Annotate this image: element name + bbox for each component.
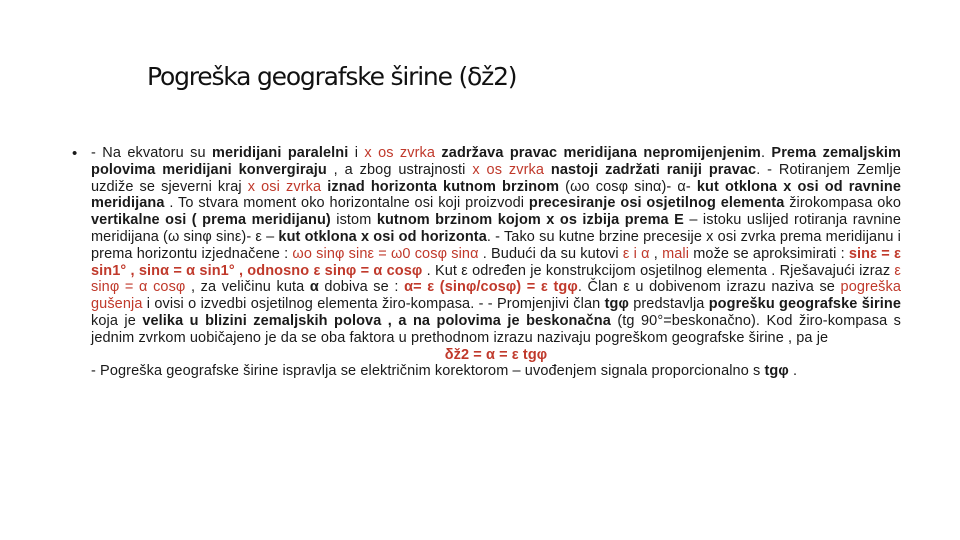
text-segment: meridijani paralelni — [211, 145, 349, 161]
text-segment: mali — [662, 245, 690, 262]
text-segment: x os zvrka — [472, 161, 545, 178]
text-segment: (tg 90°=beskonačno). Kod žiro-kompasa s jednim zvrkom uobičajeno je da se oba faktora u prethodnom izrazu nazivaju pogreškom geografske širine , pa je — [91, 312, 902, 346]
text-segment: α= ε (sinφ/cosφ) = ε tgφ — [404, 279, 578, 296]
text-segment: (ωo cosφ sinα)- α- — [559, 178, 697, 195]
text-segment: velika u blizini zemaljskih polova , a na polovima je beskonačna — [142, 312, 611, 329]
text-segment: – istoku uslijed rotiranja ravnine meridijana (ω sinφ sinε)- ε – — [91, 212, 902, 245]
text-segment: . - Rotiranjem Zemlje uzdiže se sjeverni kraj — [91, 161, 901, 195]
text-segment: vertikalne osi ( prema meridijanu) — [91, 212, 331, 229]
paragraph-last — [91, 363, 797, 379]
text-segment: sinε = ε sin1° , sinα = α sin1° , odnosno ε sinφ = α cosφ — [91, 245, 901, 279]
text-segment: koja je — [91, 312, 143, 329]
text-segment: kutnom brzinom kojom x os izbija prema E — [376, 212, 684, 229]
formula-line: δž2 = α = ε tgφ — [444, 346, 548, 363]
text-segment: zadržava pravac meridijana nepromijenjenim — [435, 145, 761, 161]
text-segment: ε sinφ = α cosφ — [91, 262, 901, 296]
text-segment: . Član ε u dobivenom izrazu naziva se — [577, 279, 841, 296]
text-segment: i — [348, 145, 365, 161]
text-segment: ωo sinφ sinε = ω0 cosφ sinα — [292, 245, 479, 262]
bullet-text — [91, 145, 901, 380]
text-segment: nastoji zadržati raniji pravac — [544, 161, 757, 178]
text-segment: i ovisi o izvedbi osjetilnog elementa žiro-kompasa. - - Promjenjivi član — [142, 296, 605, 313]
text-segment: istom — [330, 212, 377, 229]
text-segment: Prema zemaljskim polovima meridijani konvergiraju — [91, 145, 901, 178]
bullet-icon: • — [72, 145, 78, 162]
text-segment: . - Tako su kutne brzine precesije x osi zvrka prema meridijanu i prema horizontu izjednačene : — [91, 228, 902, 262]
text-segment: , a zbog ustrajnosti — [326, 161, 473, 178]
text-segment: x os zvrka — [364, 145, 436, 161]
text-segment: . Budući da su kutovi — [478, 245, 623, 262]
text-segment: kut otklona x osi od horizonta — [278, 228, 487, 245]
text-segment: dobiva se : — [318, 279, 405, 296]
text-segment: . — [760, 145, 772, 161]
text-segment: . Kut ε određen je konstrukcijom osjetilnog elementa . Rješavajući izraz — [422, 262, 895, 279]
text-segment: pogreška gušenja — [91, 279, 901, 313]
text-segment: α — [309, 279, 319, 296]
text-segment: x osi zvrka — [247, 178, 322, 195]
text-segment: , — [649, 245, 663, 262]
text-segment: predstavlja — [628, 296, 709, 313]
paragraph-main — [91, 145, 901, 346]
text-segment: - Na ekvatoru su — [91, 145, 212, 161]
text-segment: iznad horizonta kutnom brzinom — [321, 178, 560, 195]
text-segment: tgφ — [604, 296, 629, 313]
text-segment: pogrešku geografske širine — [708, 296, 901, 313]
text-segment: kut otklona x osi od ravnine meridijana — [91, 178, 901, 212]
text-segment: , za veličinu kuta — [185, 279, 310, 296]
text-segment: . To stvara moment oko horizontalne osi koji proizvodi — [164, 195, 529, 212]
text-segment: tgφ — [764, 363, 789, 380]
text-segment: precesiranje osi osjetilnog elementa — [528, 195, 785, 212]
text-segment: - Pogreška geografske širine ispravlja se električnim korektorom – uvođenjem signala proporcionalno s — [91, 363, 765, 380]
text-segment: može se aproksimirati : — [689, 245, 849, 262]
text-segment: . — [788, 363, 798, 380]
slide-title: Pogreška geografske širine (δž2) — [147, 62, 517, 91]
text-segment: ε i α — [622, 245, 650, 262]
text-segment: žirokompasa oko — [784, 195, 901, 212]
